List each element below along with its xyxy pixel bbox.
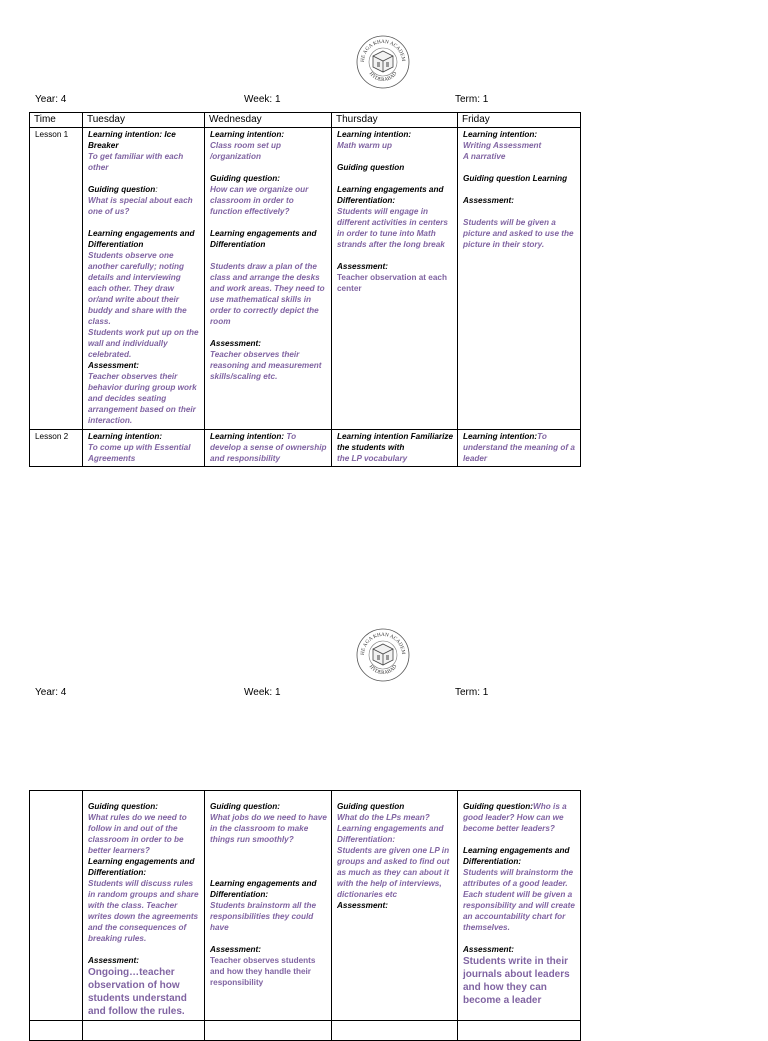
engagements-label: Learning engagements and Differentiation: [210, 229, 317, 249]
lesson-plan-table: [29, 112, 581, 467]
guiding-question-label: Guiding question: [337, 802, 405, 811]
guiding-question-text: What do the LPs mean?: [337, 813, 430, 822]
lesson-2-wednesday: [205, 430, 332, 467]
learning-intention-text: Math warm up: [337, 141, 393, 150]
header-tuesday: Tuesday: [83, 113, 205, 128]
header-friday: Friday: [458, 113, 581, 128]
learning-intention-text: To develop a sense of ownership and responsibility: [210, 432, 327, 463]
assessment-text: Students write in their journals about leaders and how they can become a leader: [463, 956, 570, 1006]
term-label: Term: 1: [455, 94, 489, 105]
guiding-question-text: What jobs do we need to have in the classroom to make things run smoothly?: [210, 813, 327, 844]
guiding-question-colon: :: [155, 185, 158, 194]
lesson-1-label: Lesson 1: [30, 128, 83, 430]
table-row-lesson-1: [30, 128, 581, 430]
guiding-question-label: Guiding question:: [463, 802, 534, 811]
learning-intention-text: Class room set up /organization: [210, 141, 281, 161]
engagements-text-2: Students work put up on the wall and individually celebrated.: [88, 328, 199, 359]
svg-text:HYDERABAD: HYDERABAD: [367, 663, 399, 677]
svg-text:THE AGA KHAN ACADEMY: HE AGA KHAN ACADEM: [359, 631, 407, 656]
guiding-question-label: Guiding question:: [88, 802, 159, 811]
week-label: Week: 1: [244, 94, 281, 105]
learning-intention-text: the LP vocabulary: [337, 454, 408, 463]
learning-intention-text: To understand the meaning of a leader: [463, 432, 575, 463]
assessment-label: Assessment:: [88, 956, 139, 965]
assessment-text: Teacher observes their behavior during group work and decides seating arrangement based on their interaction.: [88, 372, 197, 425]
assessment-text: Teacher observes students and how they handle their responsibility: [210, 956, 316, 987]
learning-intention-label: Learning intention:: [463, 432, 538, 441]
assessment-label: Assessment:: [210, 945, 261, 954]
school-logo-page-2: [355, 627, 411, 683]
time-cell-empty: [30, 791, 83, 1021]
assessment-text: Teacher observes their reasoning and measurement skills/scaling etc.: [210, 350, 322, 381]
year-label-page-2: Year: 4: [35, 687, 67, 698]
lesson-1-thursday: [332, 128, 458, 430]
lesson-2-thursday: [332, 430, 458, 467]
engagements-text: Students are given one LP in groups and asked to find out as much as they can about it with the help of interviews, dictionaries etc: [337, 846, 450, 899]
lesson-1-tuesday: [83, 128, 205, 430]
header-time: Time: [30, 113, 83, 128]
learning-intention-label: Learning intention: Ice Breaker: [88, 130, 176, 150]
engagements-label: Learning engagements and Differentiation:: [210, 879, 317, 899]
engagements-text: Students will brainstorm the attributes of a good leader. Each student will be given a responsibility and will create an accountability chart for themselves.: [463, 868, 575, 932]
header-wednesday: Wednesday: [205, 113, 332, 128]
learning-intention-text: Writing Assessment: [463, 141, 542, 150]
assessment-text: Teacher observation at each center: [337, 273, 447, 293]
engagements-text: Students brainstorm all the responsibilities they could have: [210, 901, 316, 932]
engagements-label: Learning engagements and Differentiation:: [463, 846, 570, 866]
school-logo: [355, 34, 411, 90]
learning-intention-text-2: A narrative: [463, 152, 506, 161]
guiding-question-text: What is special about each one of us?: [88, 196, 193, 216]
lesson-2-thursday-details: [332, 791, 458, 1021]
guiding-question-label: Guiding question: [88, 185, 156, 194]
engagements-label: Learning engagements and Differentiation:: [88, 857, 195, 877]
lesson-2-wednesday-details: [205, 791, 332, 1021]
guiding-question-label: Guiding question Learning: [463, 174, 568, 183]
learning-intention-label: Learning intention Familiarize the students with: [337, 432, 454, 452]
engagements-text: Students observe one another carefully; noting details and interviewing each other. They draw or/and write about their buddy and share with the class.: [88, 251, 187, 326]
assessment-label: Assessment:: [88, 361, 139, 370]
engagements-text: Students will engage in different activities in centers in order to tune into Math strands after the long break: [337, 207, 448, 249]
assessment-label: Assessment:: [463, 196, 514, 205]
lesson-plan-table-page-2: [29, 790, 581, 1041]
lesson-1-wednesday: [205, 128, 332, 430]
term-label-page-2: Term: 1: [455, 687, 489, 698]
lesson-2-friday: [458, 430, 581, 467]
assessment-label: Assessment:: [337, 262, 388, 271]
assessment-text: Ongoing…teacher observation of how students understand and follow the rules.: [88, 967, 187, 1017]
learning-intention-text: To get familiar with each other: [88, 152, 184, 172]
engagements-text: Students draw a plan of the class and arrange the desks and work areas. They need to use mathematical skills in order to correctly depict the room: [210, 262, 325, 326]
guiding-question-text: Who is a good leader? How can we become better leaders?: [463, 802, 567, 833]
learning-intention-text: To come up with Essential Agreements: [88, 443, 191, 463]
week-label-page-2: Week: 1: [244, 687, 281, 698]
assessment-label: Assessment:: [210, 339, 261, 348]
svg-text:THE AGA KHAN ACADEMY: HE AGA KHAN ACADEM: [359, 38, 407, 63]
assessment-text: Students will be given a picture and asked to use the picture in their story.: [463, 218, 574, 249]
guiding-question-label: Guiding question:: [210, 802, 281, 811]
guiding-question-text: What rules do we need to follow in and out of the classroom in order to be better learners?: [88, 813, 187, 855]
svg-text:HYDERABAD: HYDERABAD: [367, 70, 399, 84]
table-row-lesson-2-continued: [30, 791, 581, 1021]
learning-intention-label: Learning intention:: [210, 432, 285, 441]
engagements-label: Learning engagements and Differentiation:: [337, 824, 444, 844]
assessment-label: Assessment:: [337, 901, 388, 910]
lesson-1-friday: [458, 128, 581, 430]
learning-intention-label: Learning intention:: [463, 130, 538, 139]
engagements-label: Learning engagements and Differentiation:: [337, 185, 444, 205]
table-header-row: [30, 113, 581, 128]
header-thursday: Thursday: [332, 113, 458, 128]
year-label: Year: 4: [35, 94, 67, 105]
guiding-question-label: Guiding question: [337, 163, 405, 172]
learning-intention-label: Learning intention:: [337, 130, 412, 139]
lesson-2-friday-details: [458, 791, 581, 1021]
engagements-text: Students will discuss rules in random groups and share with the class. Teacher writes down the agreements and the consequences of breaking rules.: [88, 879, 199, 943]
lesson-2-tuesday-details: [83, 791, 205, 1021]
lesson-2-tuesday: [83, 430, 205, 467]
guiding-question-label: Guiding question:: [210, 174, 281, 183]
engagements-label: Learning engagements and Differentiation: [88, 229, 195, 249]
table-row-lesson-2: [30, 430, 581, 467]
guiding-question-text: How can we organize our classroom in order to function effectively?: [210, 185, 309, 216]
learning-intention-label: Learning intention:: [210, 130, 285, 139]
learning-intention-label: Learning intention:: [88, 432, 163, 441]
assessment-label: Assessment:: [463, 945, 514, 954]
lesson-2-label: Lesson 2: [30, 430, 83, 467]
